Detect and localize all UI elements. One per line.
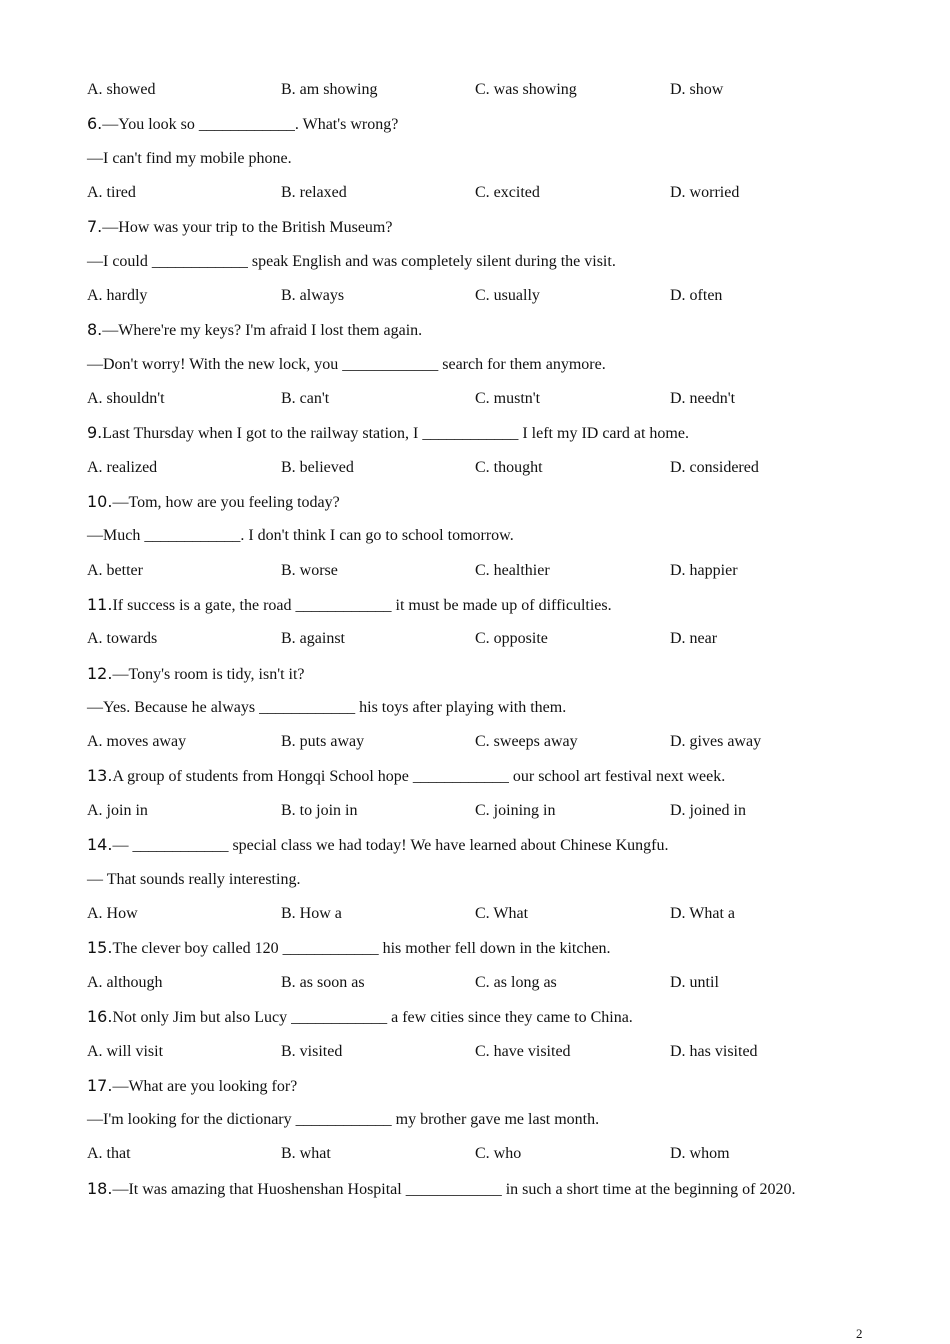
- option-d: D. show: [670, 81, 724, 98]
- option-a: A. shouldn't: [87, 390, 165, 407]
- option-c: C. as long as: [475, 974, 557, 991]
- option-b: B. as soon as: [281, 974, 365, 991]
- question-line: [87, 1179, 795, 1200]
- question-line: [87, 595, 612, 616]
- question-number: 11.: [87, 595, 113, 614]
- question-line: [87, 766, 725, 787]
- option-a: A. How: [87, 905, 138, 922]
- option-c: C. healthier: [475, 562, 550, 579]
- option-d: D. whom: [670, 1145, 730, 1162]
- line-text: If success is a gate, the road ____________ it must be made up of difficulties.: [112, 597, 612, 614]
- question-number: 9.: [87, 423, 103, 442]
- option-c: C. excited: [475, 184, 540, 201]
- option-a: A. that: [87, 1145, 131, 1162]
- option-a: A. moves away: [87, 733, 187, 750]
- option-d: D. joined in: [670, 802, 746, 819]
- option-b: B. what: [281, 1145, 331, 1162]
- option-c: C. sweeps away: [475, 733, 578, 750]
- question-line: [87, 423, 689, 444]
- dialogue-line: [87, 252, 616, 272]
- line-text: —I'm looking for the dictionary ____________ my brother gave me last month.: [87, 1111, 600, 1128]
- line-text: —Where're my keys? I'm afraid I lost them again.: [102, 322, 423, 339]
- dialogue-line: [87, 870, 300, 890]
- question-number: 17.: [87, 1076, 113, 1095]
- line-text: —I could ____________ speak English and was completely silent during the visit.: [87, 253, 616, 270]
- option-a: A. hardly: [87, 287, 148, 304]
- option-a: A. better: [87, 562, 143, 579]
- option-d: D. until: [670, 974, 719, 991]
- option-c: C. thought: [475, 459, 543, 476]
- question-line: [87, 938, 611, 959]
- line-text: —I can't find my mobile phone.: [87, 150, 292, 167]
- option-b: B. am showing: [281, 81, 378, 98]
- option-b: B. worse: [281, 562, 338, 579]
- line-text: —What are you looking for?: [112, 1078, 298, 1095]
- option-a: A. towards: [87, 630, 158, 647]
- line-text: — That sounds really interesting.: [87, 871, 301, 888]
- dialogue-line: [87, 1110, 599, 1130]
- option-c: C. usually: [475, 287, 540, 304]
- option-c: C. What: [475, 905, 529, 922]
- question-number: 12.: [87, 664, 113, 683]
- option-c: C. who: [475, 1145, 522, 1162]
- question-number: 18.: [87, 1179, 113, 1198]
- line-text: —It was amazing that Huoshenshan Hospital ____________ in such a short time at the beginning of 2020.: [112, 1181, 796, 1198]
- option-d: D. worried: [670, 184, 740, 201]
- question-number: 7.: [87, 217, 103, 236]
- option-d: D. near: [670, 630, 718, 647]
- dialogue-line: [87, 698, 566, 718]
- option-c: C. opposite: [475, 630, 548, 647]
- line-text: —Tony's room is tidy, isn't it?: [112, 666, 305, 683]
- option-b: B. visited: [281, 1043, 343, 1060]
- option-d: D. needn't: [670, 390, 736, 407]
- option-a: A. realized: [87, 459, 158, 476]
- option-b: B. believed: [281, 459, 354, 476]
- option-a: A. tired: [87, 184, 136, 201]
- question-line: [87, 1076, 297, 1097]
- line-text: —Much ____________. I don't think I can go to school tomorrow.: [87, 527, 514, 544]
- option-d: D. gives away: [670, 733, 762, 750]
- line-text: —Tom, how are you feeling today?: [112, 494, 340, 511]
- line-text: A group of students from Hongqi School hope ____________ our school art festival next week.: [112, 768, 726, 785]
- dialogue-line: [87, 149, 292, 169]
- question-line: [87, 1007, 633, 1028]
- question-number: 6.: [87, 114, 103, 133]
- question-line: [87, 664, 305, 685]
- line-text: —How was your trip to the British Museum?: [102, 219, 393, 236]
- option-c: C. joining in: [475, 802, 556, 819]
- option-b: B. can't: [281, 390, 330, 407]
- option-b: B. puts away: [281, 733, 365, 750]
- question-line: [87, 114, 398, 135]
- line-text: Last Thursday when I got to the railway station, I ____________ I left my ID card at home.: [102, 425, 689, 442]
- line-text: The clever boy called 120 ____________ his mother fell down in the kitchen.: [112, 940, 611, 957]
- option-a: A. join in: [87, 802, 148, 819]
- question-number: 10.: [87, 492, 113, 511]
- option-d: D. What a: [670, 905, 736, 922]
- page-number: 2: [856, 1326, 863, 1341]
- question-line: [87, 835, 669, 856]
- question-number: 15.: [87, 938, 113, 957]
- option-d: D. often: [670, 287, 723, 304]
- option-a: A. although: [87, 974, 163, 991]
- question-number: 14.: [87, 835, 113, 854]
- line-text: —Don't worry! With the new lock, you ____________ search for them anymore.: [87, 356, 606, 373]
- line-text: —You look so ____________. What's wrong?: [102, 116, 399, 133]
- option-b: B. How a: [281, 905, 342, 922]
- question-number: 13.: [87, 766, 113, 785]
- option-c: C. was showing: [475, 81, 577, 98]
- option-c: C. mustn't: [475, 390, 541, 407]
- dialogue-line: [87, 355, 606, 375]
- dialogue-line: [87, 526, 514, 546]
- line-text: Not only Jim but also Lucy ____________ a few cities since they came to China.: [112, 1009, 633, 1026]
- option-b: B. against: [281, 630, 345, 647]
- option-d: D. considered: [670, 459, 759, 476]
- option-c: C. have visited: [475, 1043, 571, 1060]
- question-number: 8.: [87, 320, 103, 339]
- option-a: A. will visit: [87, 1043, 164, 1060]
- option-d: D. has visited: [670, 1043, 758, 1060]
- option-d: D. happier: [670, 562, 738, 579]
- question-line: [87, 492, 340, 513]
- question-number: 16.: [87, 1007, 113, 1026]
- option-a: A. showed: [87, 81, 156, 98]
- option-b: B. relaxed: [281, 184, 347, 201]
- option-b: B. to join in: [281, 802, 358, 819]
- question-line: [87, 217, 392, 238]
- option-b: B. always: [281, 287, 345, 304]
- line-text: — ____________ special class we had today! We have learned about Chinese Kungfu.: [112, 837, 669, 854]
- question-line: [87, 320, 422, 341]
- line-text: —Yes. Because he always ____________ his toys after playing with them.: [87, 699, 567, 716]
